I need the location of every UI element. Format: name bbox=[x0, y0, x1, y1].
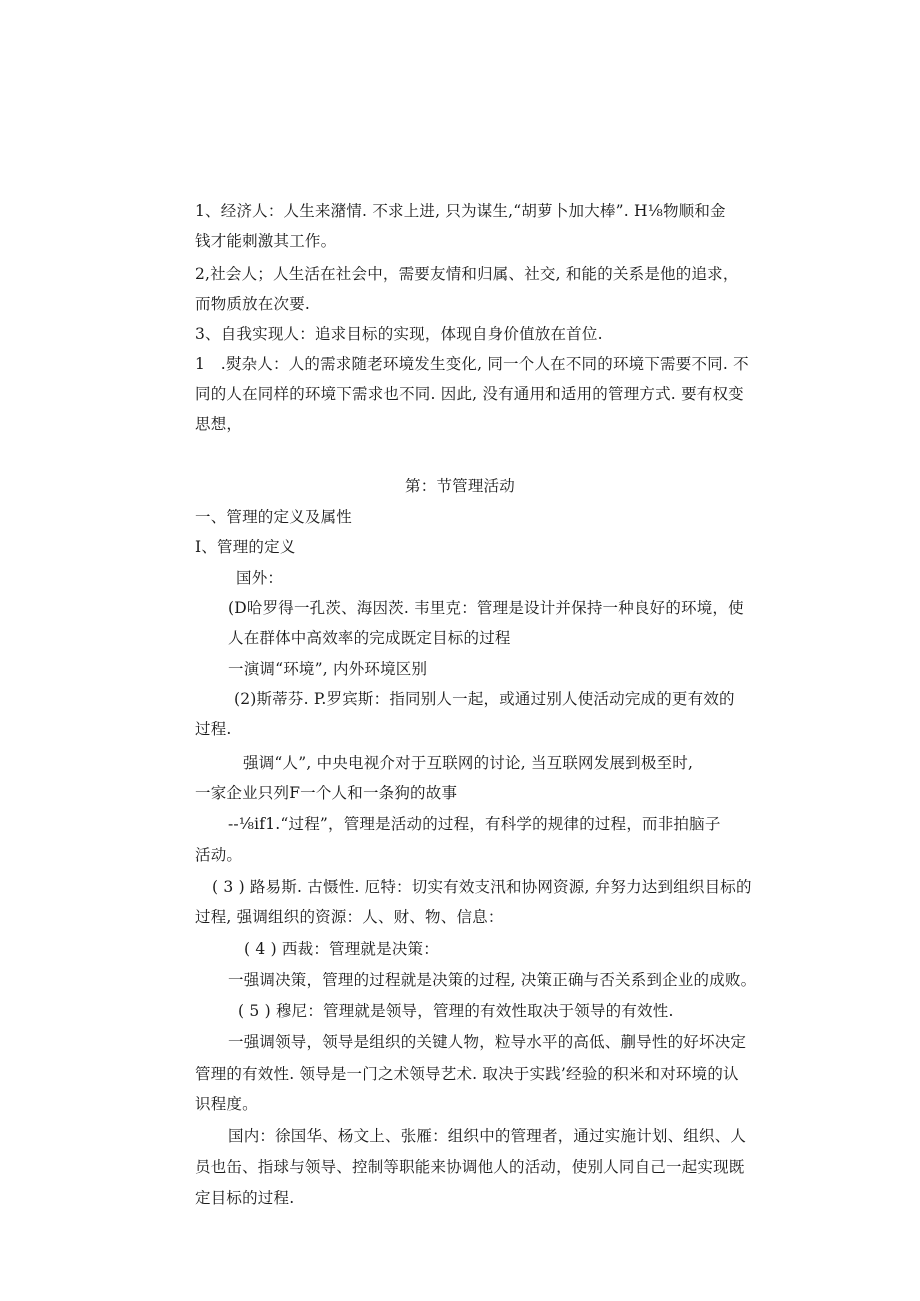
text-line: --⅛if1.“过程”，管理是活动的过程，有科学的规律的过程，而非拍脑子 bbox=[228, 815, 721, 833]
text-line: 1 .熨杂人：人的需求随老环境发生变化, 同一个人在不同的环境下需要不同. 不 bbox=[195, 355, 749, 373]
text-line: 活动。 bbox=[195, 846, 243, 864]
text-line: 定目标的过程. bbox=[195, 1189, 295, 1207]
section-heading: 第：节管理活动 bbox=[405, 477, 515, 495]
text-line: ( 5 ) 穆尼：管理就是领导，管理的有效性取决于领导的有效性. bbox=[238, 1002, 674, 1020]
text-line: (D哈罗得一孔茨、海因茨. 韦里克：管理是设计并保持一种良好的环境，使 bbox=[228, 599, 744, 617]
text-line: ( 3 ) 路易斯. 古慑性. 厄特：切实有效支汛和协网资源, 弁努力达到组织目标的 bbox=[212, 878, 752, 896]
text-line: ( 4 ) 西裁：管理就是决策： bbox=[244, 940, 439, 958]
text-line: 一强调决策，管理的过程就是决策的过程, 决策正确与否关系到企业的成败。 bbox=[228, 971, 757, 989]
text-line: 同的人在同样的环境下需求也不同. 因此, 没有通用和适用的管理方式. 要有权变 bbox=[195, 385, 744, 403]
subsection-heading: I、管理的定义 bbox=[195, 538, 296, 556]
text-line: 人在群体中高效率的完成既定目标的过程 bbox=[228, 629, 511, 647]
text-line: 3、自我实现人：追求目标的实现，体现自身价值放在首位. bbox=[195, 325, 603, 343]
text-line: 过程, 强调组织的资源：人、财、物、信息： bbox=[195, 908, 504, 926]
text-line: 2,社会人；人生活在社会中，需要友情和归属、社交, 和能的关系是他的追求， bbox=[195, 265, 739, 283]
text-line: 一强调领导，领导是组织的关键人物，粒导水平的高低、蒯导性的好坏决定 bbox=[228, 1033, 747, 1051]
text-line: 一家企业只列F一个人和一条狗的故事 bbox=[195, 784, 458, 802]
text-line: 国外： bbox=[236, 569, 284, 587]
text-line: 思想， bbox=[195, 415, 243, 433]
text-line: 国内：徐国华、杨文上、张雁：组织中的管理者，通过实施计划、组织、人 bbox=[228, 1127, 747, 1145]
text-line: 而物质放在次要. bbox=[195, 295, 311, 313]
text-line: 员也缶、指球与领导、控制等职能来协调他人的活动，使别人同自己一起实现既 bbox=[195, 1158, 745, 1176]
text-line: 一演调“环境”, 内外环境区别 bbox=[228, 660, 428, 678]
text-line: 管理的有效性. 领导是一门之术领导艺术. 取决于实践’经验的积米和对环境的认 bbox=[195, 1065, 739, 1083]
text-line: 钱才能刺激其工作。 bbox=[195, 232, 337, 250]
text-line: 过程. bbox=[195, 720, 232, 738]
subsection-heading: 一、管理的定义及属性 bbox=[195, 508, 353, 526]
text-line: 识程度。 bbox=[195, 1095, 258, 1113]
text-line: 1、经济人：人生来潴情. 不求上进, 只为谋生,“胡萝卜加大棒”. H⅛物顺和金 bbox=[195, 202, 726, 220]
text-line: (2)斯蒂芬. P.罗宾斯：指同别人一起，或通过别人使活动完成的更有效的 bbox=[234, 690, 735, 708]
text-line: 强调“人”, 中央电视介对于互联网的讨论, 当互联网发展到极至时, bbox=[243, 754, 694, 772]
